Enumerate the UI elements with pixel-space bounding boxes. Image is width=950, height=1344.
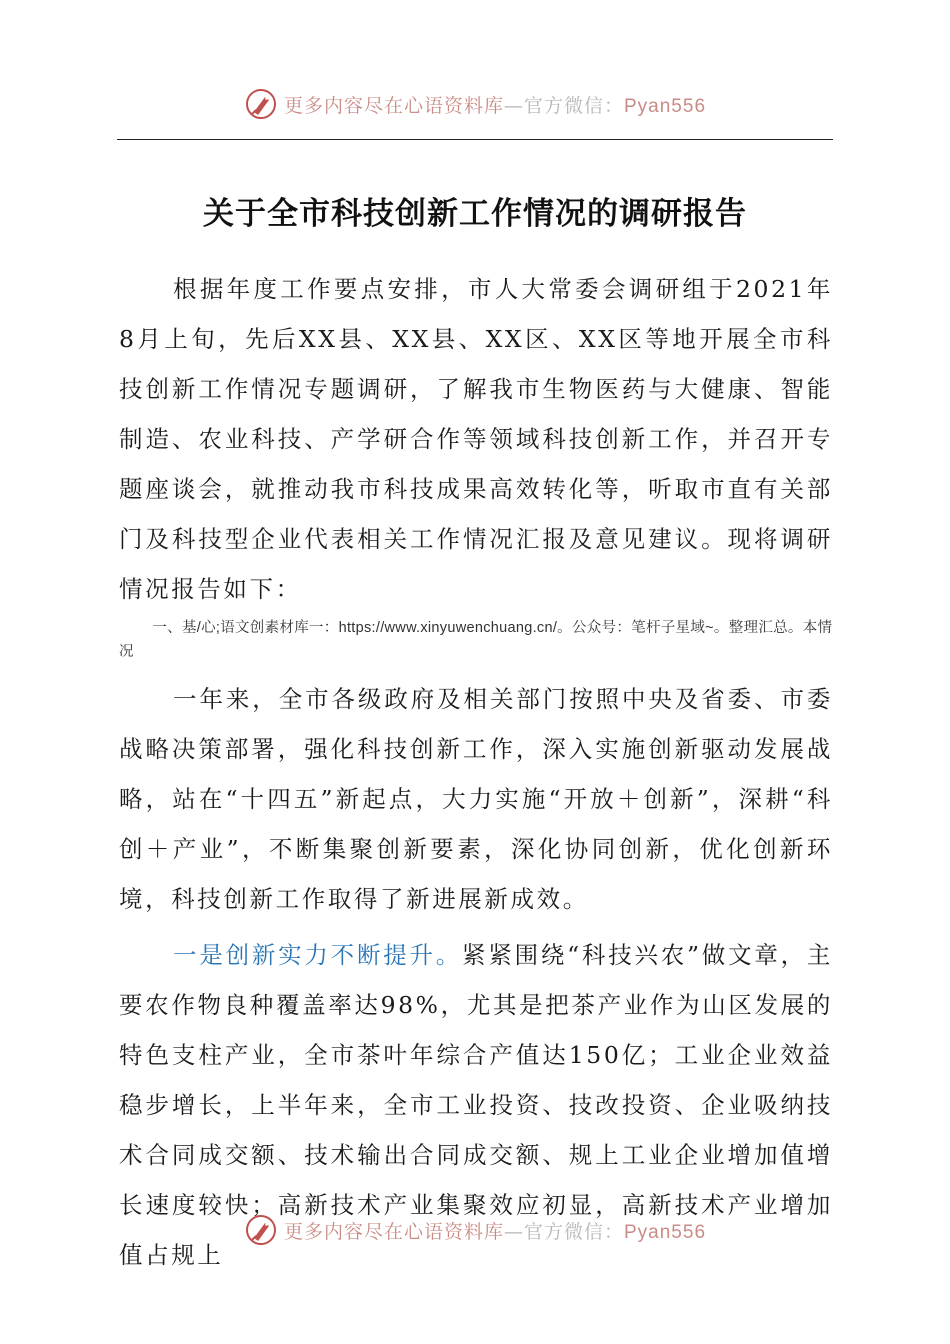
pen-nib-logo-icon [244, 1213, 278, 1247]
document-title: 关于全市科技创新工作情况的调研报告 [203, 196, 747, 232]
paragraph-lead-highlight: 一是创新实力不断提升。 [173, 941, 463, 969]
watermark-text: 更多内容尽在心语资料库—官方微信：Pyan556 [283, 1220, 707, 1243]
intro-paragraph: 根据年度工作要点安排，市人大常委会调研组于2021年8月上旬，先后XX县、XX县、XX区、XX区等地开展全市科技创新工作情况专题调研，了解我市生物医药与大健康、智能制造、农业科技、产学研合作等领域科技创新工作，并召开专题座谈会，就推动我市科技成果高效转化等，听取市直有关部门及科技型企业代表相关工作情况汇报及意见建议。现将调研情况报告如下： [119, 275, 833, 603]
paragraph-body: 紧紧围绕“科技兴农”做文章，主要农作物良种覆盖率达98%，尤其是把茶产业作为山区发展的特色支柱产业，全市茶叶年综合产值达150亿；工业企业效益稳步增长，上半年来，全市工业投资、技改投资、企业吸纳技术合同成交额、技术输出合同成交额、规上工业企业增加值增长速度较快；高新技术产业集聚效应初显，高新技术产业增加值占规上 [119, 941, 833, 1269]
top-watermark-banner [0, 82, 950, 126]
header-divider [117, 139, 833, 140]
bottom-watermark-banner [0, 1208, 950, 1252]
watermark-text: 更多内容尽在心语资料库—官方微信：Pyan556 [283, 94, 707, 117]
section-heading-note: 一、基/心;语文创素材库一：https://www.xinyuwenchuang.cn/。公众号：笔杆子星域~。整理汇总。本情况 [119, 620, 833, 660]
document-body [119, 264, 833, 1280]
overview-paragraph: 一年来，全市各级政府及相关部门按照中央及省委、市委战略决策部署，强化科技创新工作，深入实施创新驱动发展战略，站在“十四五”新起点，大力实施“开放＋创新”，深耕“科创＋产业”，不断集聚创新要素，深化协同创新，优化创新环境，科技创新工作取得了新进展新成效。 [119, 685, 833, 913]
pen-nib-logo-icon [244, 87, 278, 121]
